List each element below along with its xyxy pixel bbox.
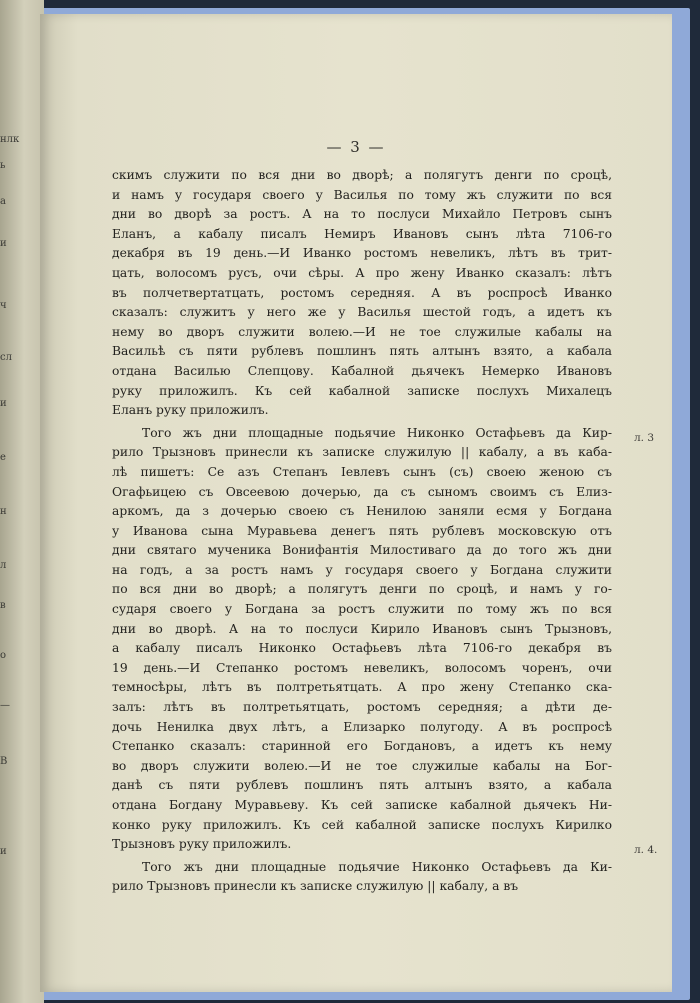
text-line: Васильѣ съ пяти рублевъ пошлинъ пять алтынъ взято, а кабала [112, 344, 612, 359]
left-page-fragment: сл [0, 352, 12, 363]
text-line: Огафьицею съ Овсеевою дочерью, да съ сыномъ своимъ съ Елиз- [112, 484, 612, 499]
left-page-fragment: и [0, 846, 7, 857]
text-line: залъ: лѣтъ въ полтретьятцать, ростомъ середняя; а дѣти де- [112, 700, 612, 715]
page-number: — 3 — [326, 138, 386, 156]
text-line: отдана Василью Слепцову. Кабалной дьячекъ Немерко Ивановъ [112, 363, 612, 378]
left-page-edge [0, 0, 44, 1003]
text-line: во дворъ служити волею.—И не тое служилые кабалы на Бог- [112, 758, 612, 773]
page-body-text [112, 166, 612, 897]
text-line: дочь Ненилка двух лѣтъ, а Елизарко полугоду. А въ роспросѣ [112, 719, 612, 734]
marginal-note: л. 4. [634, 844, 658, 856]
text-line: сказалъ: служитъ у него же у Василья шестой годъ, а идетъ къ [112, 305, 612, 320]
text-line: а кабалу писалъ Никонко Остафьевъ лѣта 7106-го декабря въ [112, 641, 612, 656]
text-line: руку приложилъ. Къ сей кабалной записке послухъ Михалецъ [112, 383, 612, 398]
text-line: дни во дворѣ. А на то послуси Кирило Ивановъ сынъ Трызновъ, [112, 621, 612, 636]
text-line: Трызновъ руку приложилъ. [112, 837, 292, 852]
paragraph [112, 424, 612, 855]
marginal-note: л. 3 [634, 432, 655, 444]
text-line: дни во дворѣ за ростъ. А на то послуси Михайло Петровъ сынъ [112, 207, 612, 222]
text-line: Еланъ руку приложилъ. [112, 403, 269, 418]
text-line: сударя своего у Богдана за ростъ служити по тому жъ по вся [112, 602, 612, 617]
text-line: темносѣры, лѣтъ въ полтретьятцать. А про жену Степанко ска- [112, 680, 612, 695]
left-page-fragment: — [0, 700, 10, 711]
text-line: лѣ пишетъ: Се азъ Степанъ Іевлевъ сынъ (съ) своею женою съ [112, 464, 612, 479]
text-line: Степанко сказалъ: старинной его Богдановъ, а идетъ къ нему [112, 739, 612, 754]
text-line: нему во дворъ служити волею.—И не тое служилые кабалы на [112, 324, 612, 339]
paragraph [112, 858, 612, 897]
text-line: на годъ, а за ростъ намъ у государя своего у Богдана служити [112, 562, 612, 577]
text-line: Того жъ дни площадные подьячие Никонко Остафьевъ да Кир- [142, 425, 612, 440]
text-line: декабря въ 19 день.—И Иванко ростомъ невеликъ, лѣтъ въ трит- [112, 246, 612, 261]
text-line: въ полчетвертатцать, ростомъ середняя. А въ роспросѣ Иванко [112, 285, 612, 300]
text-line: рило Трызновъ принесли къ записке служилую || кабалу, а въ [112, 879, 519, 894]
left-page-fragment: и [0, 398, 7, 409]
left-page-fragment: В [0, 756, 8, 767]
left-page-fragment: нлк [0, 134, 20, 145]
paragraph [112, 166, 612, 421]
text-line: по вся дни во дворѣ; а полягутъ денги по сроцѣ, и намъ у го- [112, 582, 612, 597]
text-line: отдана Богдану Муравьеву. Къ сей записке кабалной дьячекъ Ни- [112, 798, 612, 812]
left-page-fragment: ь [0, 160, 6, 171]
text-line: у Иванова сына Муравьева денегъ пять рублевъ московскую отъ [112, 523, 612, 538]
left-page-fragment: л [0, 560, 7, 571]
left-page-fragment: а [0, 196, 6, 207]
text-line: данѣ съ пяти рублевъ пошлинъ пять алтынъ взято, а кабала [112, 778, 612, 793]
book-page [40, 14, 672, 992]
left-page-fragment: в [0, 600, 6, 611]
text-line: конко руку приложилъ. Къ сей кабалной записке послухъ Кирилко [112, 817, 612, 832]
text-line: 19 день.—И Степанко ростомъ невеликъ, волосомъ чоренъ, очи [112, 660, 612, 675]
text-line: дни святаго мученика Вонифантія Милостиваго да до того жъ дни [112, 543, 612, 558]
text-line: рило Трызновъ принесли къ записке служилую || кабалу, а въ каба- [112, 445, 612, 460]
text-line: Еланъ, а кабалу писалъ Немиръ Ивановъ сынъ лѣта 7106-го [112, 226, 612, 241]
left-page-fragment: ч [0, 300, 7, 311]
text-line: и намъ у государя своего у Василья по тому жъ служити по вся [112, 187, 612, 202]
text-line: аркомъ, да з дочерью своею съ Ненилою заняли есмя у Богдана [112, 504, 612, 519]
left-page-fragment: е [0, 452, 6, 463]
left-page-fragment: о [0, 650, 7, 661]
text-line: Того жъ дни площадные подьячие Никонко Остафьевъ да Ки- [142, 859, 612, 874]
text-line: цать, волосомъ русъ, очи сѣры. А про жену Иванко сказалъ: лѣтъ [112, 265, 612, 280]
text-line: скимъ служити по вся дни во дворѣ; а полягутъ денги по сроцѣ, [112, 168, 612, 182]
left-page-fragment: и [0, 238, 7, 249]
left-page-fragment: н [0, 506, 7, 517]
